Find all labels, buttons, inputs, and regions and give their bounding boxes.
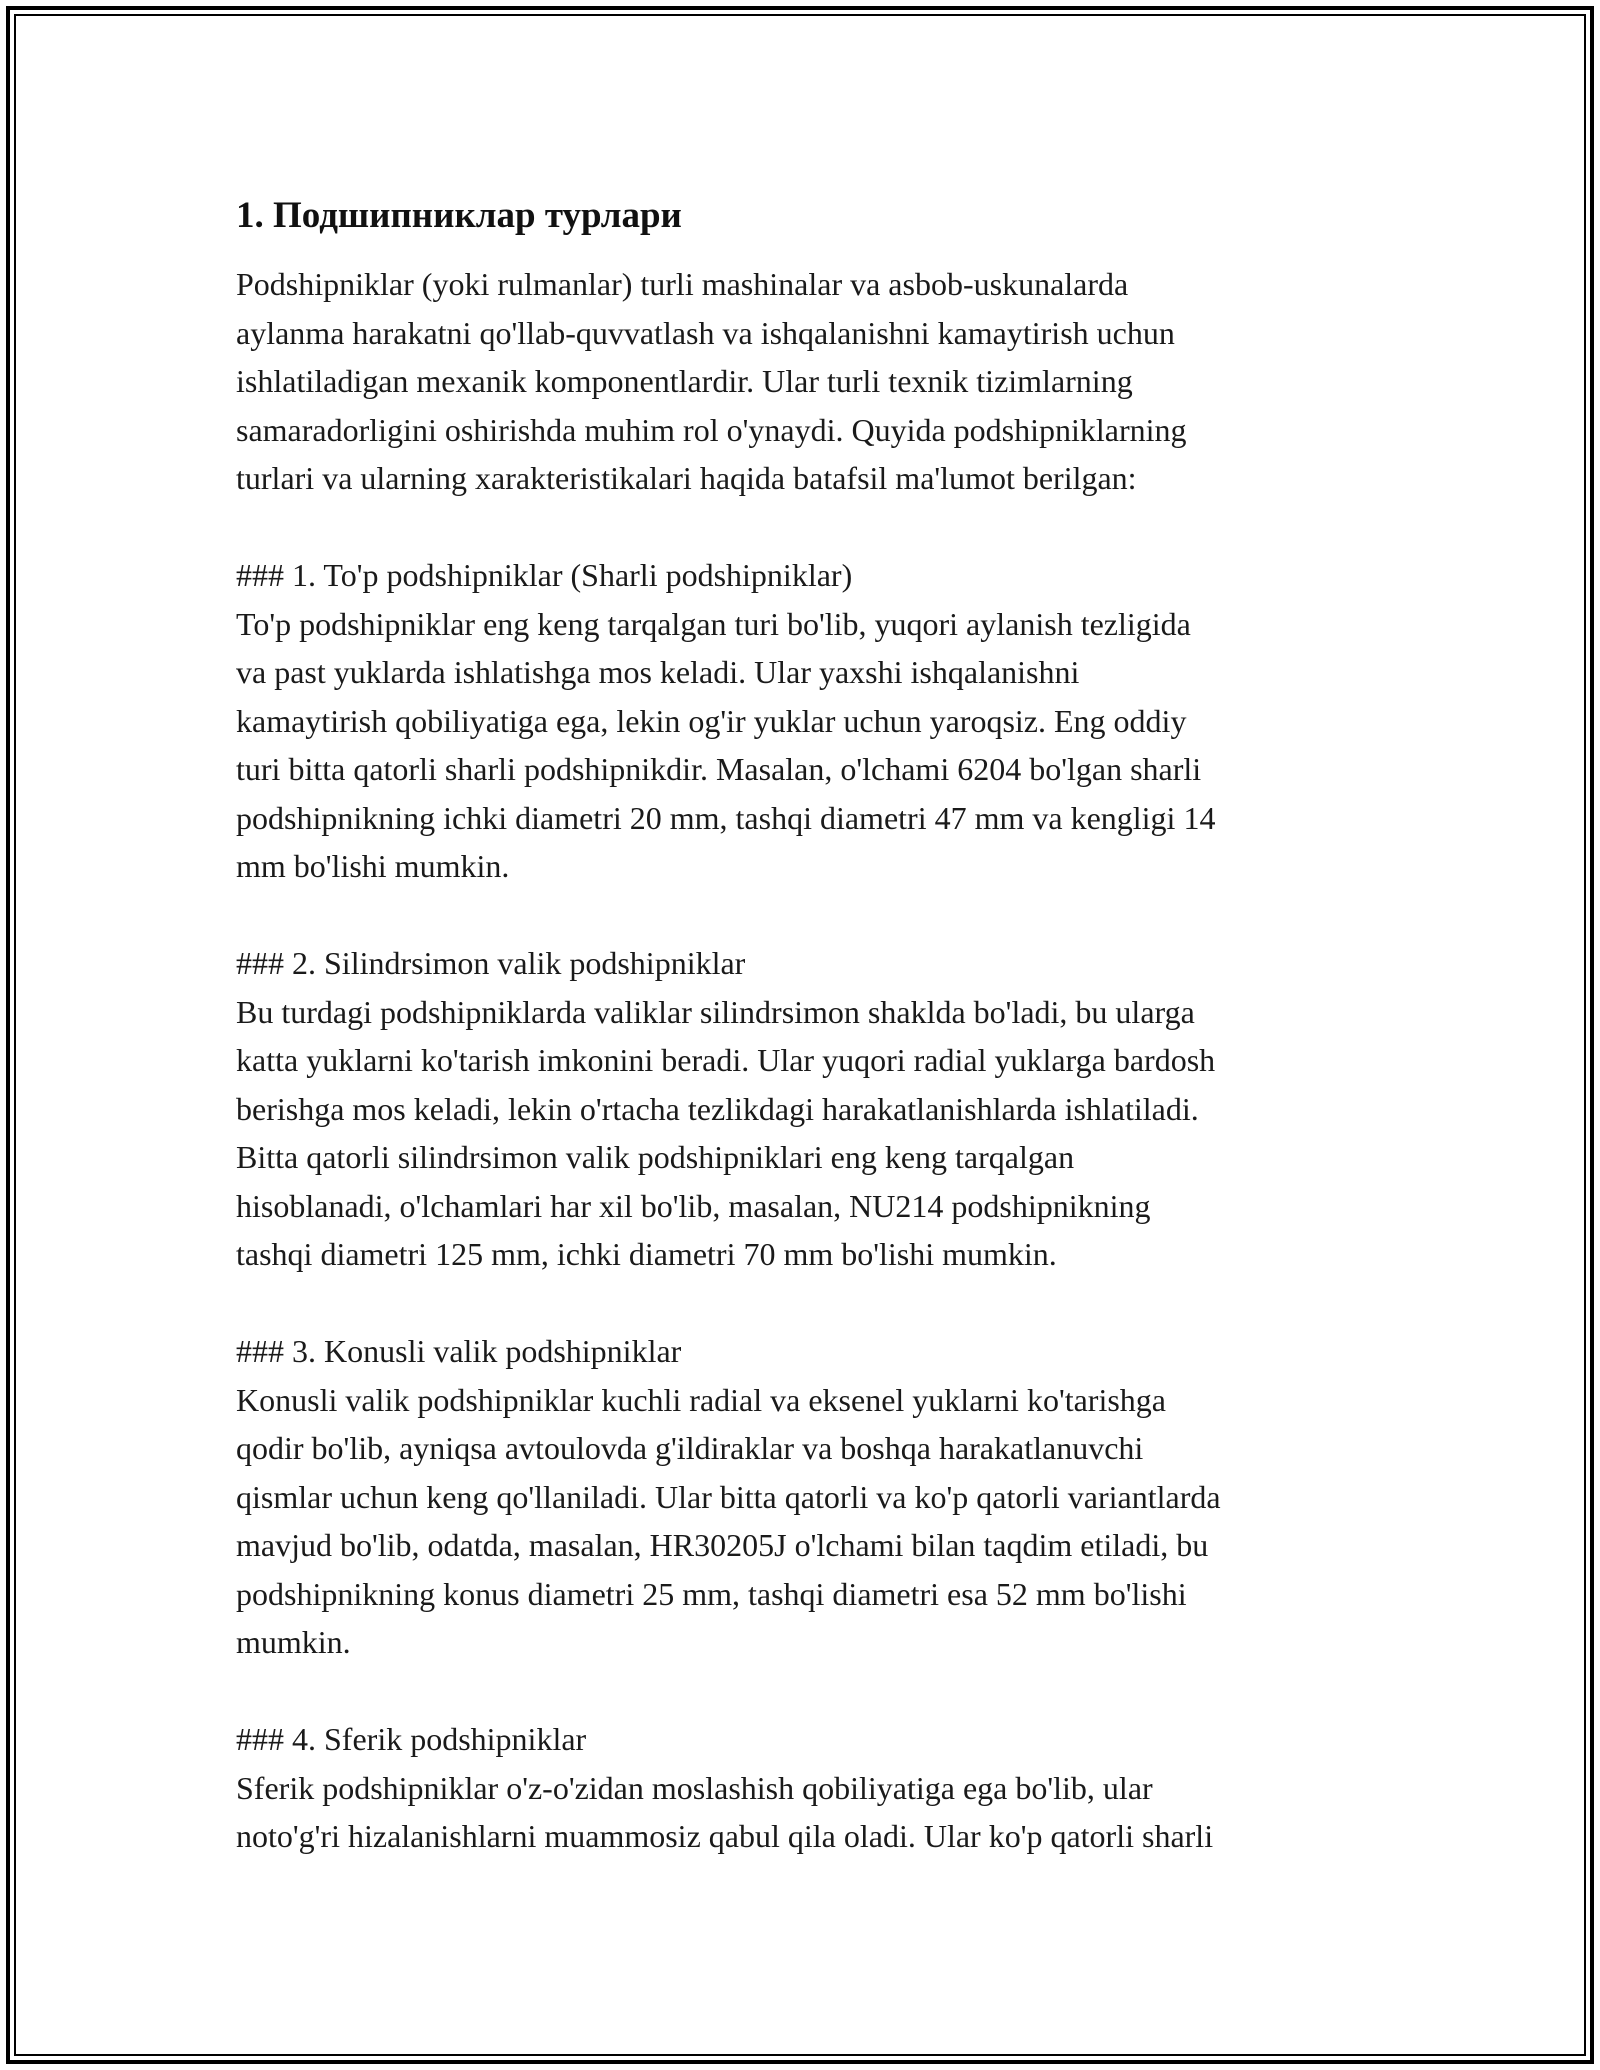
section-body: Sferik podshipniklar o'z-o'zidan moslashish qobiliyatiga ega bo'lib, ular noto'g'ri hizalanishlarni muammosiz qabul qila oladi. Ular ko'p qatorli sharli <box>236 1769 1214 1854</box>
section-body: Bu turdagi podshipniklarda valiklar silindrsimon shaklda bo'ladi, bu ularga katta yuklarni ko'tarish imkonini beradi. Ular yuqori radial yuklarga bardosh berishga mos keladi, lekin o'rtacha tezlikdagi harakatlanishlarda ishlatiladi. Bitta qatorli silindrsimon valik podshipniklari eng keng tarqalgan hisoblanadi, o'lchamlari har xil bo'lib, masalan, NU214 podshipnikning tashqi diametri 125 mm, ichki diametri 70 mm bo'lishi mumkin. <box>236 993 1216 1272</box>
page-title: 1. Подшипниклар турлари <box>236 195 682 236</box>
paragraph-spacer <box>236 1279 1366 1328</box>
section-heading: ### 2. Silindrsimon valik podshipniklar <box>236 945 746 981</box>
intro-paragraph: Podshipniklar (yoki rulmanlar) turli mashinalar va asbob-uskunalarda aylanma harakatni qo'llab-quvvatlash va ishqalanishni kamaytirish uchun ishlatiladigan mexanik komponentlardir. Ular turli texnik tizimlarning samaradorligini oshirishda muhim rol o'ynaydi. Quyida podshipniklarning turlari va ularning xarakteristikalari haqida batafsil ma'lumot berilgan: <box>236 266 1187 496</box>
section-body: To'p podshipniklar eng keng tarqalgan turi bo'lib, yuqori aylanish tezligida va past yuklarda ishlatishga mos keladi. Ular yaxshi ishqalanishni kamaytirish qobiliyatiga ega, lekin og'ir yuklar uchun yaroqsiz. Eng oddiy turi bitta qatorli sharli podshipnikdir. Masalan, o'lchami 6204 bo'lgan sharli podshipnikning ichki diametri 20 mm, tashqi diametri 47 mm va kengligi 14 mm bo'lishi mumkin. <box>236 605 1216 884</box>
paragraph-spacer <box>236 1667 1366 1716</box>
section-heading: ### 4. Sferik podshipniklar <box>236 1721 587 1757</box>
paragraph-spacer <box>236 891 1366 940</box>
section-body: Konusli valik podshipniklar kuchli radial va eksenel yuklarni ko'tarishga qodir bo'lib, ayniqsa avtoulovda g'ildiraklar va boshqa harakatlanuvchi qismlar uchun keng qo'llaniladi. Ular bitta qatorli va ko'p qatorli variantlarda mavjud bo'lib, odatda, masalan, HR30205J o'lchami bilan taqdim etiladi, bu podshipnikning konus diametri 25 mm, tashqi diametri esa 52 mm bo'lishi mumkin. <box>236 1381 1221 1660</box>
section-heading: ### 1. To'p podshipniklar (Sharli podshipniklar) <box>236 557 853 593</box>
paragraph-spacer <box>236 503 1366 552</box>
document-body <box>236 188 1366 1861</box>
section-heading: ### 3. Konusli valik podshipniklar <box>236 1333 682 1369</box>
